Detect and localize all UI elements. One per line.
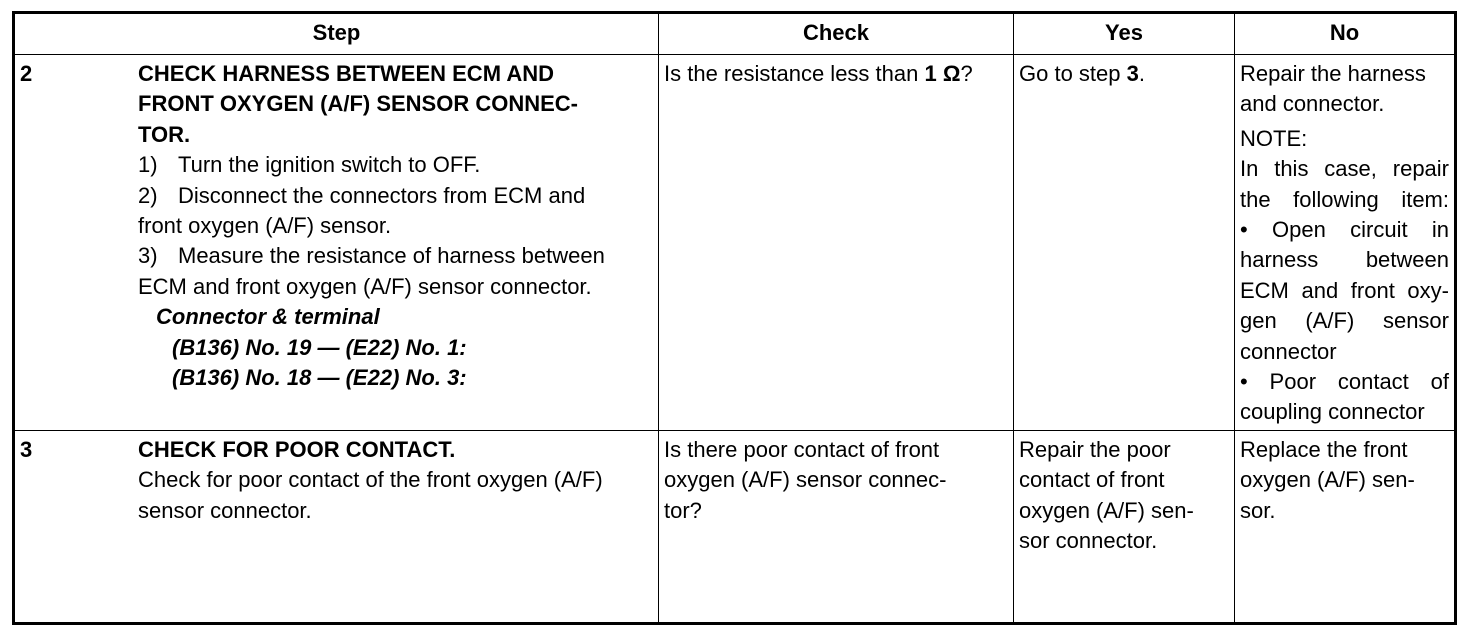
yes-text-line: sor connector. [1019, 528, 1158, 554]
no-cell [1235, 430, 1456, 623]
yes-step-link: 3 [1126, 61, 1139, 86]
table-row [14, 430, 1456, 623]
check-text-line: oxygen (A/F) sensor connec- [664, 467, 947, 493]
step-body [138, 435, 653, 526]
note-line: the following item: [1240, 186, 1449, 212]
note-line: harness between [1240, 247, 1449, 273]
header-check: Check [659, 13, 1014, 55]
note-line: coupling connector [1240, 399, 1425, 425]
procedure-item-number: 1) [138, 152, 158, 178]
yes-cell [1014, 55, 1235, 431]
no-text-line: Replace the front [1240, 436, 1408, 462]
procedure-item-number: 2) [138, 182, 158, 208]
step-title-line: CHECK HARNESS BETWEEN ECM AND [138, 61, 554, 86]
procedure-item-continued: ECM and front oxygen (A/F) sensor connector. [138, 273, 592, 299]
no-text-line: Repair the harness [1240, 61, 1426, 86]
no-cell [1235, 55, 1456, 431]
procedure-item-text: Turn the ignition switch to OFF. [178, 152, 481, 178]
header-step: Step [14, 13, 659, 55]
step-number: 3 [20, 436, 33, 462]
diagnostic-table [12, 11, 1457, 625]
note-line: ECM and front oxy- [1240, 277, 1449, 303]
check-text-line: Is there poor contact of front [664, 436, 940, 462]
step-title [138, 59, 653, 150]
step-title-line: TOR. [138, 121, 191, 147]
procedure-item-text: Measure the resistance of harness between [178, 243, 605, 269]
check-text-prefix: Is the resistance less than [664, 61, 925, 86]
procedure-item-text: Disconnect the connectors from ECM and [178, 182, 586, 208]
step-body [138, 59, 653, 393]
step-cell [14, 55, 659, 431]
yes-text-suffix: . [1138, 61, 1145, 86]
yes-text-line: Repair the poor [1019, 436, 1171, 462]
no-text-line: oxygen (A/F) sen- [1240, 467, 1415, 493]
note-line: gen (A/F) sensor [1240, 308, 1449, 334]
no-text-line: and connector. [1240, 91, 1385, 117]
header-no: No [1235, 13, 1456, 55]
procedure-item [138, 150, 653, 180]
step-body-line: Check for poor contact of the front oxygen (A/F) [138, 467, 603, 493]
note-line: In this case, repair [1240, 156, 1449, 182]
table-row [14, 55, 1456, 431]
check-cell [659, 55, 1014, 431]
check-value: 1 Ω [924, 61, 961, 86]
header-yes: Yes [1014, 13, 1235, 55]
yes-cell [1014, 430, 1235, 623]
terminal-heading: Connector & terminal [156, 304, 380, 330]
procedure-item [138, 181, 653, 211]
procedure-item-number: 3) [138, 243, 158, 269]
check-text-line: tor? [664, 497, 702, 523]
step-title-line: FRONT OXYGEN (A/F) SENSOR CONNEC- [138, 91, 579, 117]
note-line: • Open circuit in [1240, 217, 1449, 243]
yes-text-line: oxygen (A/F) sen- [1019, 497, 1194, 523]
procedure-item [138, 241, 653, 271]
note-line: • Poor contact of [1240, 369, 1449, 395]
check-cell [659, 430, 1014, 623]
step-cell [14, 430, 659, 623]
step-number: 2 [20, 61, 33, 86]
terminal-spec: (B136) No. 18 — (E22) No. 3: [172, 365, 467, 391]
step-title: CHECK FOR POOR CONTACT. [138, 436, 456, 462]
no-text-line: sor. [1240, 497, 1276, 523]
header-row [14, 13, 1456, 55]
step-body-line: sensor connector. [138, 497, 312, 523]
terminal-spec: (B136) No. 19 — (E22) No. 1: [172, 334, 467, 360]
note-label: NOTE: [1240, 125, 1308, 151]
check-text-suffix: ? [960, 61, 973, 86]
note-line: connector [1240, 338, 1337, 364]
procedure-item-continued: front oxygen (A/F) sensor. [138, 213, 392, 239]
yes-text-prefix: Go to step [1019, 61, 1127, 86]
yes-text-line: contact of front [1019, 467, 1165, 493]
